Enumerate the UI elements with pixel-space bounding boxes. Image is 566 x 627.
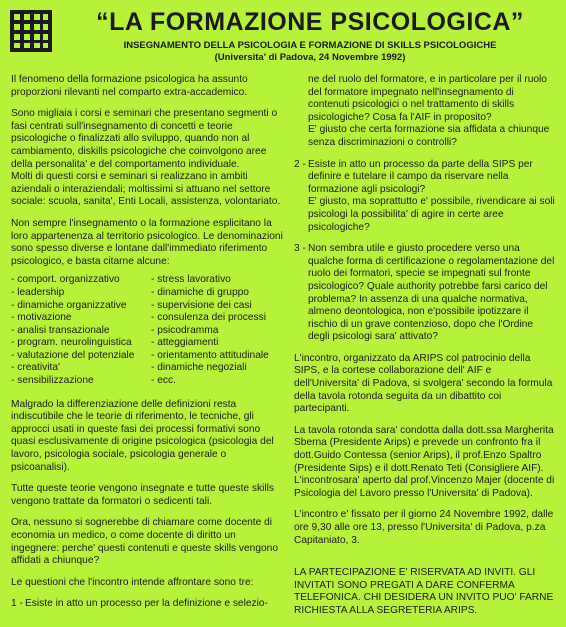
invitation-notice: LA PARTECIPAZIONE E' RISERVATA AD INVITI. GLI INVITATI SONO PREGATI A DARE CONFERMA TELEFONICA. CHI DESIDERA UN INVITO PUO' FARNE RICHIESTA ALLA SEGRETERIA ARIPS. xyxy=(294,567,554,616)
question-paragraph: Ora, nessuno si sognerebbe di chiamare come docente di economia un medico, o come docente di diritto un ingegnere: perche' questi contenuti e queste skills vengono affidati a chiunque? xyxy=(11,517,278,567)
document-title: “LA FORMAZIONE PSICOLOGICA” xyxy=(96,8,524,36)
question-number: 1 - xyxy=(11,598,23,610)
list-item: - dinamiche organizzative - supervisione dei casi xyxy=(11,299,252,311)
differentiation-paragraph: Malgrado la differenziazione delle definizioni resta indiscutibile che le teorie di riferimento, le tecniche, gli approcci usati in queste fasi dei processi formativi sono quasi esclusivamente di origine psicologica (psicologia del lavoro, psicologia sociale, psicologia generale o psicoanalisi). xyxy=(11,398,274,473)
list-item: - sensibilizzazione - ecc. xyxy=(11,375,176,387)
question-number: 3 - xyxy=(294,243,306,255)
courses-paragraph: Sono migliaia i corsi e seminari che presentano segmenti o fasi centrati sull'insegnamento di concetti e teorie psicologiche o finalizzati allo sviluppo, quando non al cambiamento, diskills psicologiche che coinvolgono aree della personalita' e del comportamento individuale. xyxy=(11,108,278,170)
list-item: - program. neurolinguistica - atteggiamenti xyxy=(11,337,219,349)
question-number: 2 - xyxy=(294,158,306,170)
date-paragraph: L'incontro e' fissato per il giorno 24 Novembre 1992, dalle ore 9,30 alle ore 13, presso l'Universita' di Padova, p.za Capitaniato, 3. xyxy=(294,509,554,546)
question-1-followup: E' giusto che certa formazione sia affidata a chiunque senza discriminazioni o controlli? xyxy=(308,124,550,148)
question-2-followup: E' giusto, ma soprattutto e' possibile, rivendicare ai soli psicologi la possibilita' di agire in certe aree psicologiche? xyxy=(308,196,555,233)
subtitle-line-1: INSEGNAMENTO DELLA PSICOLOGIA E FORMAZIONE DI SKILLS PSICOLOGICHE xyxy=(123,40,497,51)
list-item: - creativita' - dinamiche negoziali xyxy=(11,362,247,374)
question-1-start: 1 - Esiste in atto un processo per la definizione e selezio- xyxy=(11,598,268,610)
intro-paragraph: Il fenomeno della formazione psicologica ha assunto proporzioni rilevanti nel comparto extra-accademico. xyxy=(11,74,248,98)
list-item: - comport. organizzativo - stress lavorativo xyxy=(11,274,231,286)
issues-intro: Le questioni che l'incontro intende affrontare sono tre: xyxy=(11,576,254,588)
denominations-paragraph: Non sempre l'insegnamento o la formazione esplicitano la loro appartenenza al territorio psicologico. Le denominazioni sono spesso diverse e lontane dall'immediato riferimento psicologico, e basta citarne alcune: xyxy=(11,217,283,267)
right-column xyxy=(294,74,556,627)
theories-paragraph: Tutte queste teorie vengono insegnate e tutte queste skills vengono trattate da formatori o sedicenti tali. xyxy=(11,483,274,507)
subtitle-line-2: (Universita' di Padova, 24 Novembre 1992) xyxy=(214,52,406,63)
topics-list xyxy=(11,274,283,387)
question-1-continued: ne del ruolo del formatore, e in particolare per il ruolo del formatore impegnato nell'insegnamento di contenuti psicologici o nel trattamento di skills psicologiche? Cosa fa l'AIF in proposito? xyxy=(308,74,547,123)
document-subtitle xyxy=(60,40,560,64)
settings-paragraph: Molti di questi corsi e seminari si realizzano in ambiti aziendali o interaziendali; moltissimi si attuano nel settore sociale: scuola, sanita', Enti Locali, assistenza, volontariato. xyxy=(11,171,281,208)
logo-grid-icon xyxy=(10,10,52,52)
list-item: - motivazione - consulenza dei processi xyxy=(11,312,266,324)
list-item: - valutazione del potenziale - orientamento attitudinale xyxy=(11,349,269,361)
opening-paragraph: L'incontrosara' aperto dal prof.Vincenzo Majer (docente di Psicologia del Lavoro presso l'Universita' di Padova). xyxy=(294,475,555,499)
question-3: 3 - Non sembra utile e giusto procedere verso una qualche forma di certificazione o regolamentazione del ruolo dei formatori, specie se impegnati sul fronte psicologico? Quale authority potrebbe farsi carico del problema? In assenza di una qualche normativa, almeno deontologica, non e'possibile ipotizzare il rischio di un grave contenzioso, dopo che l'Ordine degli psicologi sara' attivato? xyxy=(294,243,555,343)
list-item: - analisi transazionale - psicodramma xyxy=(11,324,219,336)
question-2: 2 - Esiste in atto un processo da parte della SIPS per definire e tutelare il campo da riservare nella formazione agli psicologi? xyxy=(294,158,533,195)
organization-paragraph: L'incontro, organizzato da ARIPS col patrocinio della SIPS, e la cortese collaborazione dell' AIF e dell'Universita' di Padova, si svolgera' secondo la formula della tavola rotonda seguita da un dibattito coi partecipanti. xyxy=(294,352,553,415)
round-table-paragraph: La tavola rotonda sara' condotta dalla dott.ssa Margherita Sberna (Presidente Arips) e prevede un confronto fra il dott.Guido Contessa (senior Arips), il prof.Enzo Spaltro (Presidente Sips) e il dott.Renato Teti (Consigliere AIF). xyxy=(294,424,554,474)
list-item: - leadership - dinamiche di gruppo xyxy=(11,286,249,298)
left-column xyxy=(11,74,283,620)
